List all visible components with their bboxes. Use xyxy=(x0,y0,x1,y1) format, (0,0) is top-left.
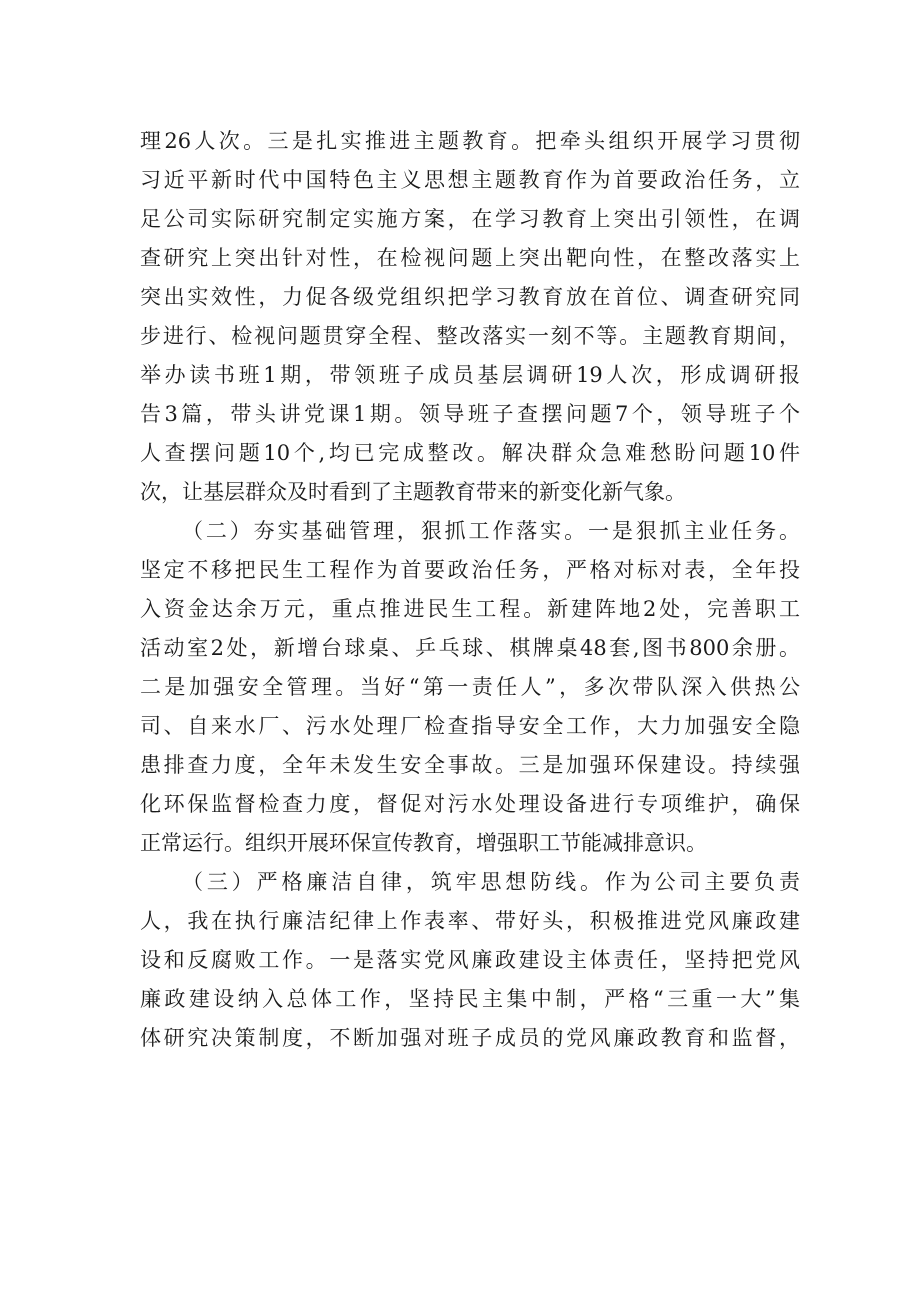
text-line: 人，我在执行廉洁纪律上作表率、带好头，积极推进党风廉政建 xyxy=(140,909,800,933)
body-text xyxy=(140,122,800,1058)
text-line: 坚定不移把民生工程作为首要政治任务，严格对标对表，全年投 xyxy=(140,558,800,582)
text-line: 患排查力度，全年未发生安全事故。三是加强环保建设。持续强 xyxy=(140,753,800,777)
text-line: 足公司实际研究制定实施方案，在学习教育上突出引领性，在调 xyxy=(140,207,800,231)
text-line: 习近平新时代中国特色主义思想主题教育作为首要政治任务，立 xyxy=(140,168,800,192)
text-line: 查研究上突出针对性，在检视问题上突出靶向性，在整改落实上 xyxy=(140,246,800,270)
text-line: 二是加强安全管理。当好“第一责任人”，多次带队深入供热公 xyxy=(140,675,800,699)
text-line: 突出实效性，力促各级党组织把学习教育放在首位、调查研究同 xyxy=(140,285,800,309)
text-line: 举办读书班1期，带领班子成员基层调研19人次，形成调研报 xyxy=(140,363,800,387)
text-line: 步进行、检视问题贯穿全程、整改落实一刻不等。主题教育期间， xyxy=(140,324,800,348)
text-line: 正常运行。组织开展环保宣传教育，增强职工节能减排意识。 xyxy=(140,831,707,855)
section-heading-line: （三）严格廉洁自律，筑牢思想防线。作为公司主要负责 xyxy=(182,870,800,894)
text-line: 理26人次。三是扎实推进主题教育。把牵头组织开展学习贯彻 xyxy=(140,129,800,153)
text-line: 告3篇，带头讲党课1期。领导班子查摆问题7个，领导班子个 xyxy=(140,402,800,426)
text-line: 司、自来水厂、污水处理厂检查指导安全工作，大力加强安全隐 xyxy=(140,714,800,738)
text-line: 入资金达余万元，重点推进民生工程。新建阵地2处，完善职工 xyxy=(140,597,800,621)
text-line: 活动室2处，新增台球桌、乒乓球、棋牌桌48套,图书800余册。 xyxy=(140,636,800,660)
text-line: 人查摆问题10个,均已完成整改。解决群众急难愁盼问题10件 xyxy=(140,441,800,465)
section-heading-line: （二）夯实基础管理，狠抓工作落实。一是狠抓主业任务。 xyxy=(182,519,800,543)
text-line: 廉政建设纳入总体工作，坚持民主集中制，严格“三重一大”集 xyxy=(140,987,800,1011)
text-line: 化环保监督检查力度，督促对污水处理设备进行专项维护，确保 xyxy=(140,792,800,816)
text-line: 体研究决策制度，不断加强对班子成员的党风廉政教育和监督， xyxy=(140,1026,800,1050)
text-line: 次，让基层群众及时看到了主题教育带来的新变化新气象。 xyxy=(140,480,686,504)
text-line: 设和反腐败工作。一是落实党风廉政建设主体责任，坚持把党风 xyxy=(140,948,800,972)
